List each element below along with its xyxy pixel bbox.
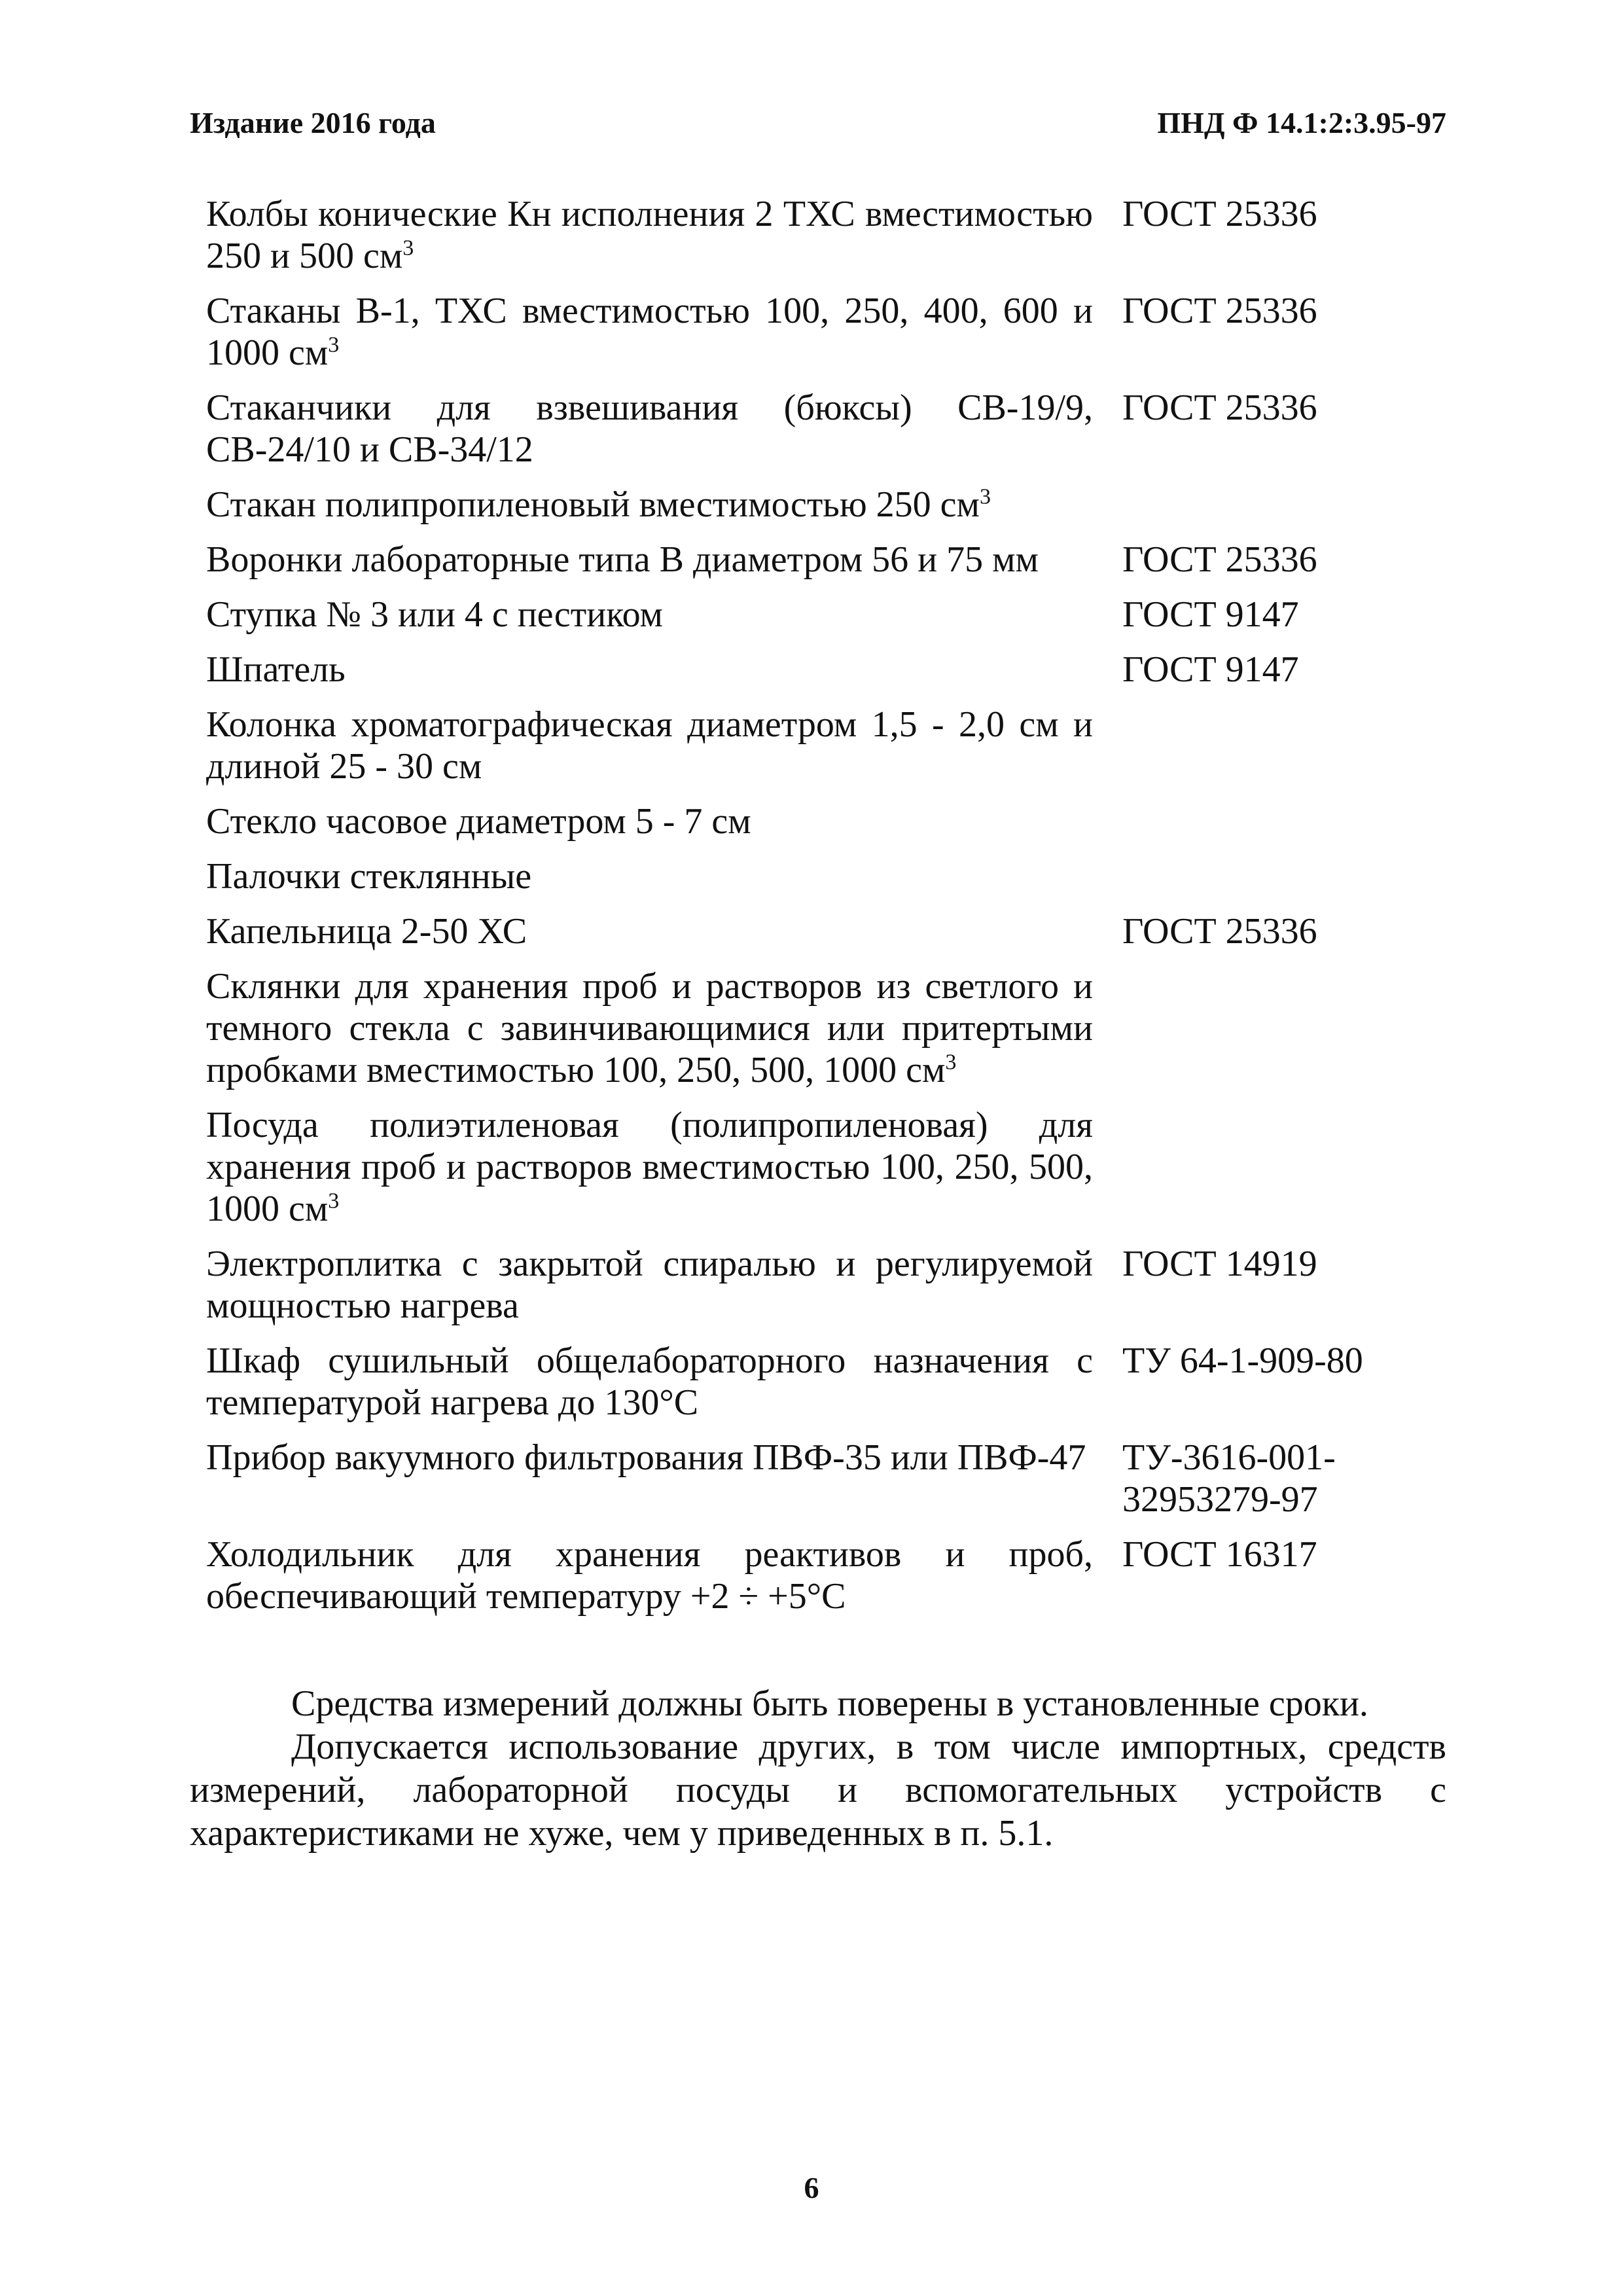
equipment-name: Стекло часовое диаметром 5 - 7 см	[206, 801, 751, 842]
equipment-name: Колбы конические Кн исполнения 2 ТХС вместимостью 250 и 500 $см^3$	[206, 194, 1093, 276]
equipment-standard: ГОСТ 9147	[1122, 594, 1299, 635]
equipment-name: Стаканчики для взвешивания (бюксы) СВ-19/9, СВ-24/10 и СВ-34/12	[206, 387, 1093, 470]
equipment-name: Стакан полипропиленовый вместимостью 250 $см^3$	[206, 484, 991, 525]
equipment-row	[206, 1340, 1450, 1424]
equipment-standard: ГОСТ 25336	[1122, 539, 1317, 580]
equipment-name: Электроплитка с закрытой спиралью и регулируемой мощностью нагрева	[206, 1244, 1093, 1326]
equipment-standard: ГОСТ 14919	[1122, 1244, 1317, 1284]
equipment-standard: ГОСТ 25336	[1122, 911, 1317, 952]
equipment-name: Посуда полиэтиленовая (полипропиленовая) для хранения проб и растворов вместимостью 100, 250, 500, 1000 $см^3$	[206, 1105, 1093, 1229]
equipment-standard: ТУ 64-1-909-80	[1122, 1340, 1363, 1381]
edition-label: Издание 2016 года	[190, 106, 436, 139]
equipment-row	[206, 539, 1450, 581]
equipment-row	[206, 484, 1450, 526]
equipment-name: Холодильник для хранения реактивов и проб, обеспечивающий температуру +2 ÷ +5°С	[206, 1534, 1093, 1617]
equipment-row	[206, 1243, 1450, 1327]
equipment-name: Капельница 2-50 ХС	[206, 911, 527, 952]
equipment-row	[206, 965, 1450, 1091]
equipment-list	[206, 193, 1450, 1630]
equipment-standard: ТУ-3616-001- 32953279-97	[1122, 1437, 1336, 1520]
equipment-row	[206, 704, 1450, 787]
equipment-row	[206, 290, 1450, 374]
equipment-name: Колонка хроматографическая диаметром 1,5 - 2,0 см и длиной 25 - 30 см	[206, 704, 1093, 787]
superscript: 3	[945, 1050, 957, 1075]
equipment-row	[206, 855, 1450, 897]
equipment-name: Палочки стеклянные	[206, 856, 532, 897]
equipment-name: Шкаф сушильный общелабораторного назначения с температурой нагрева до 130°C	[206, 1340, 1093, 1423]
superscript: 3	[328, 1189, 340, 1213]
equipment-name: Склянки для хранения проб и растворов из светлого и темного стекла с завинчивающимися или притертыми пробками вместимостью 100, 250, 500, 1000 $см^3$	[206, 966, 1093, 1090]
page-number: 6	[804, 2171, 819, 2204]
equipment-standard: ГОСТ 25336	[1122, 194, 1317, 234]
equipment-name: Шпатель	[206, 649, 346, 690]
equipment-row	[206, 193, 1450, 277]
equipment-name: Стаканы В-1, ТХС вместимостью 100, 250, 400, 600 и 1000 $см^3$	[206, 291, 1093, 373]
equipment-row	[206, 800, 1450, 842]
substitution-note: Допускается использование других, в том числе импортных, средств измерений, лабораторной посуды и вспомогательных устройств с характеристиками не хуже, чем у приведенных в п. 5.1.	[190, 1727, 1446, 1854]
equipment-row	[206, 649, 1450, 691]
notes-section	[190, 1682, 1446, 1855]
document-code: ПНД Ф 14.1:2:3.95-97	[1157, 106, 1446, 139]
superscript: 3	[402, 236, 414, 260]
equipment-standard: ГОСТ 25336	[1122, 387, 1317, 428]
equipment-row	[206, 387, 1450, 471]
superscript: 3	[328, 332, 340, 357]
equipment-row	[206, 1104, 1450, 1230]
equipment-name: Ступка № 3 или 4 с пестиком	[206, 594, 663, 635]
equipment-name: Воронки лабораторные типа В диаметром 56 и 75 мм	[206, 539, 1039, 580]
equipment-row	[206, 594, 1450, 636]
page-header	[190, 105, 1446, 141]
superscript: 3	[979, 484, 991, 509]
equipment-standard: ГОСТ 16317	[1122, 1534, 1317, 1575]
equipment-row	[206, 910, 1450, 952]
equipment-standard: ГОСТ 9147	[1122, 649, 1299, 690]
equipment-row	[206, 1437, 1450, 1520]
equipment-row	[206, 1534, 1450, 1617]
verification-note: Средства измерений должны быть поверены в установленные сроки.	[291, 1683, 1368, 1724]
equipment-name: Прибор вакуумного фильтрования ПВФ-35 или ПВФ-47	[206, 1437, 1086, 1478]
equipment-standard: ГОСТ 25336	[1122, 291, 1317, 331]
